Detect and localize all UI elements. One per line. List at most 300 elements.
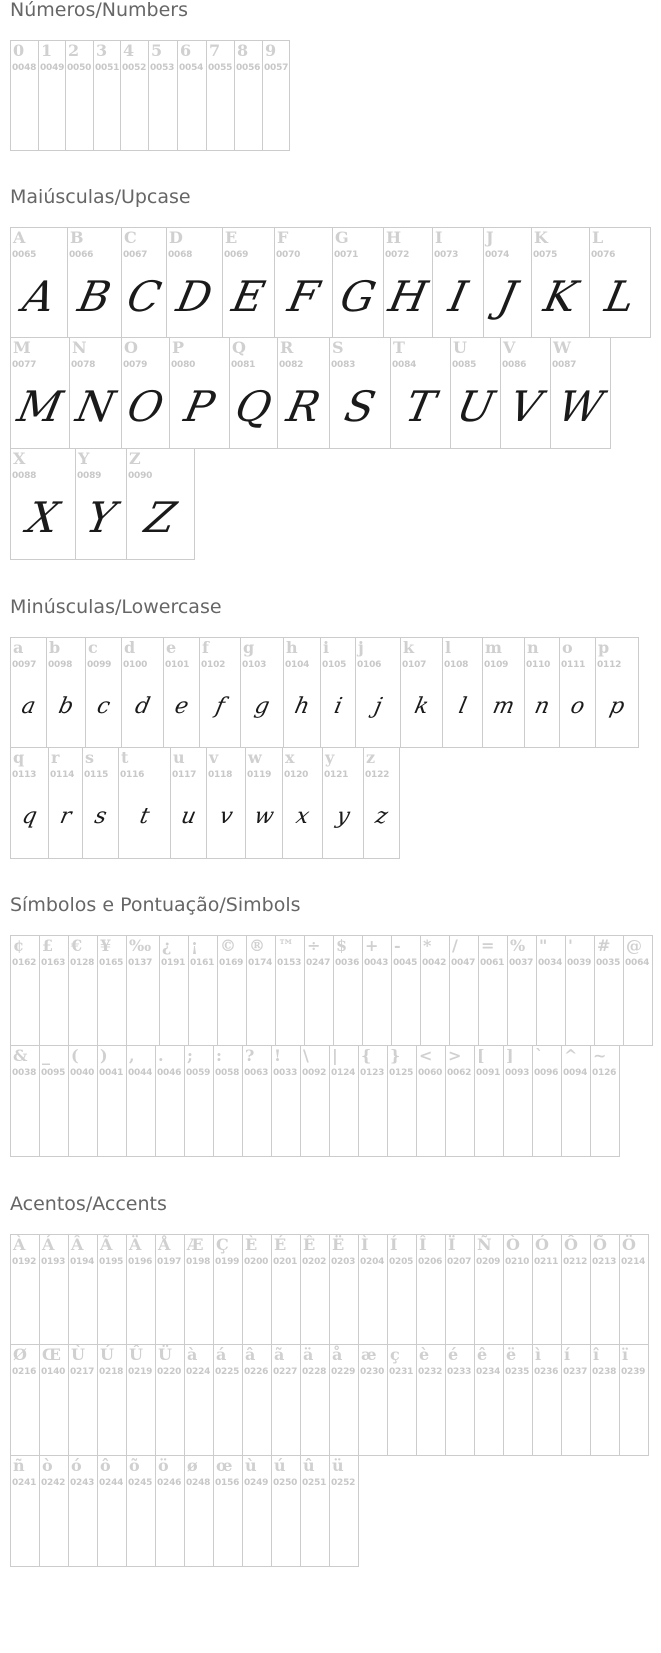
char-label: f <box>202 638 209 657</box>
char-code: 0044 <box>128 1068 153 1078</box>
char-code: 0238 <box>592 1367 617 1377</box>
char-label: ^ <box>564 1046 578 1065</box>
glyph-cell <box>561 1046 590 1157</box>
char-label: 5 <box>151 41 163 60</box>
glyph-cell <box>234 40 262 151</box>
glyph-cell <box>10 40 38 151</box>
glyph-grid-lowercase <box>10 637 639 859</box>
glyph-cell <box>155 1234 184 1345</box>
char-label: Å <box>158 1235 171 1254</box>
char-code: 0038 <box>12 1068 37 1078</box>
char-label: w <box>248 748 262 767</box>
glyph-preview: H <box>384 272 432 321</box>
char-label: n <box>527 638 539 657</box>
glyph-preview: h <box>292 694 312 719</box>
glyph-cell <box>184 1456 213 1567</box>
glyph-cell <box>93 40 120 151</box>
glyph-row <box>10 449 651 560</box>
char-label: % <box>510 936 526 955</box>
char-code: 0252 <box>331 1478 356 1488</box>
char-code: 0054 <box>179 63 204 73</box>
char-label: c <box>88 638 98 657</box>
char-label: 4 <box>123 41 135 60</box>
char-code: 0249 <box>244 1478 269 1488</box>
glyph-cell <box>67 227 121 338</box>
char-code: 0067 <box>123 250 148 260</box>
char-label: " <box>539 936 548 955</box>
glyph-cell <box>416 1234 445 1345</box>
char-label: ï <box>622 1345 629 1364</box>
glyph-cell <box>531 227 589 338</box>
glyph-preview: n <box>532 694 552 719</box>
glyph-preview: Z <box>140 493 181 542</box>
glyph-preview: a <box>19 694 38 719</box>
char-label: j <box>358 638 364 657</box>
glyph-cell <box>97 1456 126 1567</box>
glyph-cell <box>48 748 82 859</box>
glyph-grid-numbers <box>10 40 290 151</box>
char-code: 0163 <box>41 958 66 968</box>
char-code: 0042 <box>422 958 447 968</box>
char-code: 0071 <box>334 250 359 260</box>
char-code: 0106 <box>357 660 382 670</box>
char-label: l <box>445 638 452 657</box>
char-label: V <box>503 338 516 357</box>
glyph-preview: A <box>18 272 60 321</box>
glyph-preview: t <box>137 804 152 829</box>
char-code: 0165 <box>99 958 124 968</box>
char-label: @ <box>626 936 642 955</box>
glyph-cell <box>10 1046 39 1157</box>
glyph-cell <box>217 935 246 1046</box>
glyph-cell <box>177 40 206 151</box>
glyph-cell <box>213 1456 242 1567</box>
char-label: h <box>286 638 298 657</box>
char-code: 0250 <box>273 1478 298 1488</box>
char-code: 0193 <box>41 1257 66 1267</box>
char-label: * <box>423 936 432 955</box>
glyph-cell <box>416 1345 445 1456</box>
glyph-cell <box>39 1046 68 1157</box>
char-label: î <box>593 1345 600 1364</box>
char-code: 0200 <box>244 1257 269 1267</box>
glyph-cell <box>390 338 450 449</box>
char-label: 8 <box>237 41 249 60</box>
glyph-cell <box>532 1046 561 1157</box>
char-label: Ó <box>535 1235 549 1254</box>
glyph-preview: d <box>132 694 153 719</box>
glyph-cell <box>623 935 653 1046</box>
char-code: 0096 <box>534 1068 559 1078</box>
char-code: 0084 <box>392 360 417 370</box>
glyph-cell <box>474 1345 503 1456</box>
glyph-row <box>10 637 639 748</box>
glyph-cell <box>206 748 245 859</box>
char-code: 0121 <box>324 770 349 780</box>
char-label: v <box>209 748 219 767</box>
glyph-cell <box>561 1234 590 1345</box>
glyph-cell <box>68 1456 97 1567</box>
glyph-cell <box>10 338 69 449</box>
char-code: 0220 <box>157 1367 182 1377</box>
char-code: 0110 <box>526 660 551 670</box>
glyph-preview: E <box>228 272 270 321</box>
char-label: Í <box>390 1235 398 1254</box>
glyph-cell <box>159 935 188 1046</box>
char-code: 0214 <box>621 1257 646 1267</box>
char-label: N <box>72 338 87 357</box>
char-label: œ <box>216 1456 233 1475</box>
glyph-cell <box>229 338 277 449</box>
char-label: \ <box>303 1046 309 1065</box>
char-label: $ <box>336 936 348 955</box>
char-code: 0243 <box>70 1478 95 1488</box>
char-label: | <box>332 1046 338 1065</box>
char-label: Æ <box>187 1235 204 1254</box>
glyph-preview: G <box>336 272 381 321</box>
char-label: ÷ <box>307 936 321 955</box>
glyph-cell <box>277 338 329 449</box>
glyph-cell <box>503 1345 532 1456</box>
char-label: g <box>243 638 255 657</box>
glyph-cell <box>329 1456 359 1567</box>
glyph-cell <box>126 935 159 1046</box>
char-code: 0227 <box>273 1367 298 1377</box>
char-label: G <box>335 228 349 247</box>
glyph-cell <box>445 1234 474 1345</box>
char-code: 0082 <box>279 360 304 370</box>
char-code: 0202 <box>302 1257 327 1267</box>
char-label: Ï <box>448 1235 456 1254</box>
glyph-cell <box>536 935 565 1046</box>
char-code: 0085 <box>452 360 477 370</box>
char-label: ö <box>158 1456 169 1475</box>
char-code: 0118 <box>208 770 233 780</box>
glyph-grid-accents <box>10 1234 649 1567</box>
glyph-cell <box>97 935 126 1046</box>
char-label: { <box>361 1046 372 1065</box>
glyph-cell <box>118 748 170 859</box>
glyph-cell <box>245 748 282 859</box>
glyph-cell <box>126 1456 155 1567</box>
glyph-cell <box>68 1234 97 1345</box>
glyph-cell <box>590 1234 619 1345</box>
glyph-row <box>10 1345 649 1456</box>
glyph-preview: o <box>568 694 587 719</box>
char-code: 0108 <box>444 660 469 670</box>
glyph-row <box>10 935 653 1046</box>
char-code: 0233 <box>447 1367 472 1377</box>
char-label: / <box>452 936 458 955</box>
char-code: 0091 <box>476 1068 501 1078</box>
char-code: 0066 <box>69 250 94 260</box>
char-code: 0083 <box>331 360 356 370</box>
char-code: 0104 <box>285 660 310 670</box>
glyph-preview: P <box>180 382 219 431</box>
glyph-preview: K <box>539 272 582 321</box>
char-code: 0244 <box>99 1478 124 1488</box>
glyph-preview: O <box>123 382 169 431</box>
glyph-cell <box>274 227 332 338</box>
glyph-cell <box>188 935 217 1046</box>
char-label: k <box>403 638 415 657</box>
char-code: 0097 <box>12 660 37 670</box>
char-label: ¿ <box>162 936 172 955</box>
glyph-cell <box>478 935 507 1046</box>
char-label: © <box>220 936 236 955</box>
char-code: 0234 <box>476 1367 501 1377</box>
glyph-cell <box>445 1046 474 1157</box>
glyph-preview: U <box>452 382 499 431</box>
glyph-cell <box>242 1046 271 1157</box>
glyph-preview: F <box>283 272 324 321</box>
char-code: 0216 <box>12 1367 37 1377</box>
char-label: E <box>225 228 238 247</box>
char-code: 0251 <box>302 1478 327 1488</box>
char-code: 0072 <box>385 250 410 260</box>
glyph-preview: z <box>373 804 391 829</box>
glyph-cell <box>355 637 400 748</box>
char-label: z <box>366 748 376 767</box>
char-code: 0228 <box>302 1367 327 1377</box>
char-label: ' <box>568 936 573 955</box>
char-label: q <box>13 748 25 767</box>
glyph-grid-upcase <box>10 227 651 560</box>
glyph-cell <box>320 637 355 748</box>
char-label: , <box>129 1046 135 1065</box>
char-label: Ã <box>100 1235 113 1254</box>
char-code: 0116 <box>120 770 145 780</box>
char-label: 1 <box>41 41 53 60</box>
char-code: 0095 <box>41 1068 66 1078</box>
glyph-preview: V <box>505 382 546 431</box>
char-label: # <box>597 936 611 955</box>
char-label: r <box>51 748 60 767</box>
char-code: 0169 <box>219 958 244 968</box>
char-code: 0059 <box>186 1068 211 1078</box>
char-code: 0046 <box>157 1068 182 1078</box>
glyph-cell <box>262 40 290 151</box>
char-code: 0070 <box>276 250 301 260</box>
glyph-cell <box>333 935 362 1046</box>
char-label: y <box>325 748 335 767</box>
char-label: € <box>71 936 83 955</box>
char-label: T <box>393 338 405 357</box>
char-code: 0246 <box>157 1478 182 1488</box>
char-label: ó <box>71 1456 82 1475</box>
char-label: A <box>13 228 26 247</box>
char-code: 0242 <box>41 1478 66 1488</box>
char-label: ` <box>535 1046 543 1065</box>
char-label: Õ <box>593 1235 607 1254</box>
glyph-row <box>10 1046 653 1157</box>
char-label: X <box>13 449 26 468</box>
char-label: ã <box>274 1345 285 1364</box>
char-label: O <box>124 338 138 357</box>
char-code: 0209 <box>476 1257 501 1267</box>
char-code: 0126 <box>592 1068 617 1078</box>
char-label: U <box>453 338 467 357</box>
char-label: é <box>448 1345 459 1364</box>
char-label: í <box>564 1345 571 1364</box>
glyph-cell <box>358 1345 387 1456</box>
char-label: F <box>277 228 289 247</box>
glyph-cell <box>503 1234 532 1345</box>
glyph-cell <box>155 1046 184 1157</box>
char-label: ™ <box>278 936 294 955</box>
char-label: + <box>365 936 379 955</box>
glyph-preview: W <box>553 382 608 431</box>
glyph-cell <box>358 1234 387 1345</box>
char-code: 0203 <box>331 1257 356 1267</box>
char-label: m <box>485 638 502 657</box>
char-code: 0092 <box>302 1068 327 1078</box>
glyph-cell <box>387 1345 416 1456</box>
char-code: 0198 <box>186 1257 211 1267</box>
char-label: H <box>386 228 402 247</box>
glyph-preview: J <box>493 272 522 321</box>
char-label: Û <box>129 1345 143 1364</box>
glyph-cell <box>169 338 229 449</box>
char-label: ¥ <box>100 936 112 955</box>
char-code: 0076 <box>591 250 616 260</box>
glyph-cell <box>97 1345 126 1456</box>
char-code: 0103 <box>242 660 267 670</box>
glyph-cell <box>120 40 148 151</box>
char-label: Î <box>419 1235 427 1254</box>
glyph-preview: g <box>252 694 272 719</box>
char-label: À <box>13 1235 26 1254</box>
char-label: x <box>285 748 295 767</box>
char-code: 0055 <box>208 63 233 73</box>
char-code: 0051 <box>95 63 120 73</box>
char-code: 0093 <box>505 1068 530 1078</box>
char-code: 0235 <box>505 1367 530 1377</box>
glyph-grid-symbols <box>10 935 653 1157</box>
glyph-preview: w <box>252 804 277 829</box>
char-label: d <box>124 638 136 657</box>
section-title-lowercase: Minúsculas/Lowercase <box>10 596 222 618</box>
glyph-cell <box>271 1345 300 1456</box>
char-label: . <box>158 1046 164 1065</box>
char-code: 0050 <box>67 63 92 73</box>
glyph-cell <box>358 1046 387 1157</box>
glyph-cell <box>10 227 67 338</box>
glyph-cell <box>550 338 611 449</box>
char-code: 0086 <box>502 360 527 370</box>
glyph-preview: D <box>172 272 217 321</box>
char-label: = <box>481 936 495 955</box>
char-label: ñ <box>13 1456 25 1475</box>
char-code: 0078 <box>71 360 96 370</box>
glyph-cell <box>619 1345 649 1456</box>
char-label: ) <box>100 1046 108 1065</box>
char-code: 0226 <box>244 1367 269 1377</box>
char-code: 0056 <box>236 63 261 73</box>
glyph-cell <box>332 227 383 338</box>
char-label: ù <box>245 1456 257 1475</box>
char-code: 0034 <box>538 958 563 968</box>
glyph-cell <box>416 1046 445 1157</box>
char-code: 0114 <box>50 770 75 780</box>
char-code: 0117 <box>172 770 197 780</box>
char-code: 0128 <box>70 958 95 968</box>
char-code: 0239 <box>621 1367 646 1377</box>
char-code: 0219 <box>128 1367 153 1377</box>
char-label: I <box>435 228 443 247</box>
glyph-preview: j <box>372 694 385 719</box>
glyph-cell <box>97 1046 126 1157</box>
char-code: 0060 <box>418 1068 443 1078</box>
glyph-cell <box>559 637 595 748</box>
glyph-row <box>10 748 639 859</box>
char-code: 0248 <box>186 1478 211 1488</box>
char-code: 0212 <box>563 1257 588 1267</box>
char-code: 0124 <box>331 1068 356 1078</box>
char-code: 0052 <box>122 63 147 73</box>
char-code: 0081 <box>231 360 256 370</box>
char-code: 0040 <box>70 1068 95 1078</box>
glyph-preview: f <box>213 694 227 719</box>
glyph-cell <box>300 1234 329 1345</box>
glyph-cell <box>242 1456 271 1567</box>
glyph-cell <box>619 1234 649 1345</box>
char-code: 0201 <box>273 1257 298 1267</box>
glyph-cell <box>362 935 391 1046</box>
char-code: 0237 <box>563 1367 588 1377</box>
char-code: 0045 <box>393 958 418 968</box>
char-label: Ê <box>303 1235 316 1254</box>
glyph-cell <box>148 40 177 151</box>
char-code: 0098 <box>48 660 73 670</box>
glyph-cell <box>300 1345 329 1456</box>
char-label: u <box>173 748 185 767</box>
char-code: 0107 <box>402 660 427 670</box>
glyph-preview: N <box>72 382 120 431</box>
glyph-row <box>10 227 651 338</box>
char-label: ê <box>477 1345 488 1364</box>
glyph-preview: Y <box>82 493 121 542</box>
char-label: ç <box>390 1345 400 1364</box>
char-code: 0156 <box>215 1478 240 1488</box>
glyph-cell <box>532 1345 561 1456</box>
glyph-cell <box>126 1345 155 1456</box>
char-code: 0195 <box>99 1257 124 1267</box>
glyph-cell <box>206 40 234 151</box>
glyph-cell <box>271 1234 300 1345</box>
glyph-preview: s <box>92 804 109 829</box>
glyph-cell <box>300 1456 329 1567</box>
char-code: 0094 <box>563 1068 588 1078</box>
glyph-preview: k <box>412 694 431 719</box>
section-title-accents: Acentos/Accents <box>10 1193 167 1215</box>
char-label: _ <box>42 1046 50 1065</box>
glyph-cell <box>329 1234 358 1345</box>
glyph-cell <box>524 637 559 748</box>
char-label: [ <box>477 1046 485 1065</box>
glyph-cell <box>507 935 536 1046</box>
char-label: } <box>390 1046 401 1065</box>
char-code: 0230 <box>360 1367 385 1377</box>
glyph-cell <box>420 935 449 1046</box>
glyph-cell <box>69 338 121 449</box>
char-label: Ù <box>71 1345 85 1364</box>
char-code: 0245 <box>128 1478 153 1488</box>
char-label: û <box>303 1456 315 1475</box>
char-code: 0224 <box>186 1367 211 1377</box>
char-code: 0119 <box>247 770 272 780</box>
glyph-cell <box>532 1234 561 1345</box>
